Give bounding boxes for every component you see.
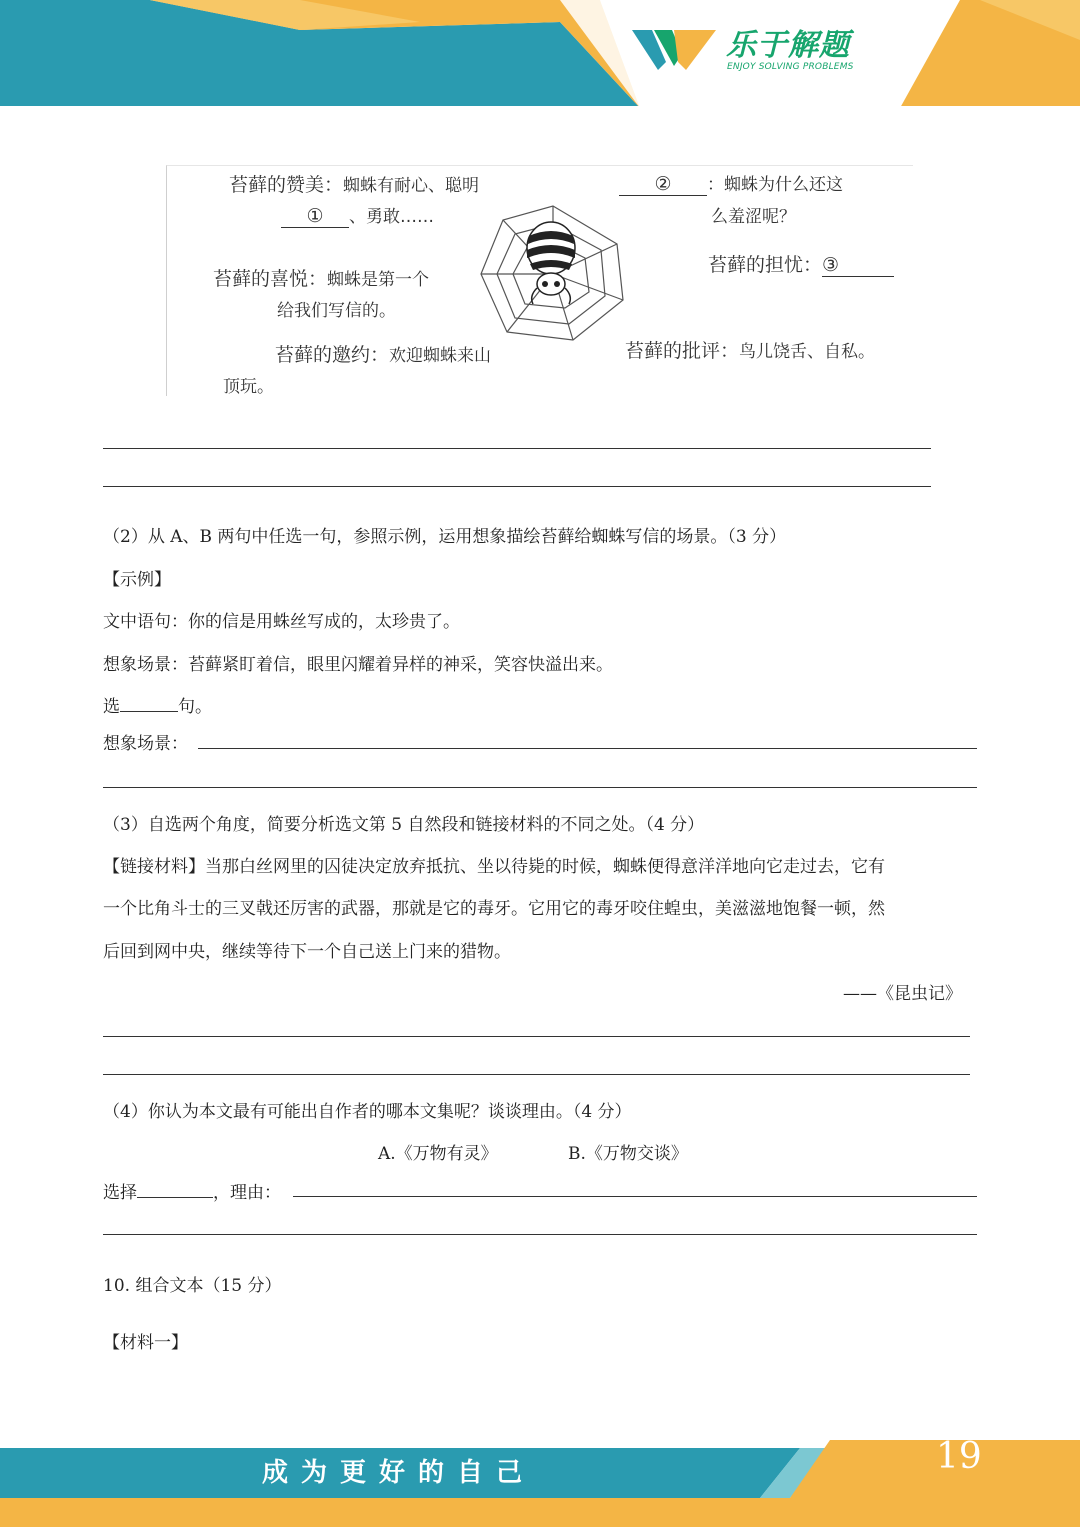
brand-name: 乐于解题: [726, 28, 850, 63]
question-text-2: 么羞涩呢？: [711, 207, 796, 227]
q2-choose-post: 句。: [178, 697, 212, 717]
q4-option-b: B.《万物交谈》: [568, 1144, 688, 1164]
q4-choose-row: [103, 1178, 281, 1203]
question-text: ：蜘蛛为什么还这: [707, 175, 843, 195]
joy-text-2: 给我们写信的。: [277, 301, 396, 321]
praise-row: [229, 170, 479, 197]
answer-line[interactable]: [103, 486, 931, 487]
page-header: [0, 0, 1080, 112]
footer-slogan: 成为更好的自己: [262, 1458, 536, 1488]
q3-answer-line[interactable]: [103, 1036, 970, 1037]
q3-answer-line[interactable]: [103, 1074, 970, 1075]
q2-imagine-label: 想象场景：: [103, 734, 188, 754]
critique-text: 鸟儿饶舌、自私。: [739, 342, 876, 362]
page-number: 19: [936, 1436, 982, 1477]
q4-choose-blank[interactable]: [137, 1180, 213, 1198]
spider-web-icon: [477, 204, 629, 344]
q2-example-scene: 想象场景：苔藓紧盯着信，眼里闪耀着异样的神采，笑容快溢出来。: [103, 655, 613, 675]
praise-text-2: 、勇敢……: [349, 207, 434, 227]
q2-answer-line[interactable]: [198, 748, 977, 749]
praise-text: 蜘蛛有耐心、聪明: [343, 176, 480, 196]
q10-title: 10. 组合文本（15 分）: [103, 1276, 282, 1296]
q3-source: ——《昆虫记》: [843, 984, 962, 1004]
invite-text: 欢迎蜘蛛来山: [389, 346, 492, 366]
spider-mind-map-figure: [166, 165, 913, 396]
blank-2: ②: [619, 173, 707, 196]
joy-text: 蜘蛛是第一个: [327, 270, 430, 290]
q2-answer-line[interactable]: [103, 787, 977, 788]
q2-choose-pre: 选: [103, 697, 120, 717]
worry-row: [708, 250, 894, 277]
blank-1: ①: [281, 205, 349, 228]
q4-choose-label: 选择: [103, 1183, 137, 1203]
brand-logo-block: [630, 22, 890, 82]
invite-row: [275, 340, 491, 367]
header-banner: [0, 0, 1080, 112]
invite-label: 苔藓的邀约：: [275, 344, 390, 366]
q4-answer-line[interactable]: [293, 1196, 977, 1197]
spider-icon: [527, 222, 575, 304]
brand-subtitle: ENJOY SOLVING PROBLEMS: [727, 62, 854, 72]
q4-option-a: A.《万物有灵》: [378, 1144, 498, 1164]
blank-3: ③: [822, 254, 894, 277]
q2-example-sentence: 文中语句：你的信是用蛛丝写成的，太珍贵了。: [103, 612, 460, 632]
joy-label: 苔藓的喜悦：: [213, 268, 328, 290]
critique-row: [625, 336, 875, 363]
q3-link-line-2: 一个比角斗士的三叉戟还厉害的武器，那就是它的毒牙。它用它的毒牙咬住蝗虫，美滋滋地饱餐一顿，然: [103, 899, 885, 919]
q2-choose-row: [103, 692, 212, 717]
praise-label: 苔藓的赞美：: [229, 174, 344, 196]
q3-prompt: （3）自选两个角度，简要分析选文第 5 自然段和链接材料的不同之处。（4 分）: [103, 815, 705, 835]
praise-row-2: [281, 202, 434, 228]
answer-line[interactable]: [103, 448, 931, 449]
q4-reason-label: ，理由：: [213, 1183, 281, 1203]
q10-material-label: 【材料一】: [103, 1333, 188, 1353]
q3-link-line-3: 后回到网中央，继续等待下一个自己送上门来的猎物。: [103, 942, 511, 962]
q2-example-label: 【示例】: [103, 570, 171, 590]
q2-choose-blank[interactable]: [120, 694, 178, 712]
brand-w-logo-icon: [630, 24, 718, 74]
worry-label: 苔藓的担忧：: [708, 254, 823, 276]
page-footer: [0, 1440, 1080, 1527]
critique-label: 苔藓的批评：: [625, 340, 740, 362]
footer-banner: [0, 1440, 1080, 1527]
invite-text-2: 顶玩。: [223, 377, 274, 397]
q2-prompt: （2）从 A、B 两句中任选一句，参照示例，运用想象描绘苔藓给蜘蛛写信的场景。（3 分）: [103, 527, 787, 547]
q4-answer-line[interactable]: [103, 1234, 977, 1235]
question-row: [619, 170, 843, 196]
q3-link-line-1: 【链接材料】当那白丝网里的囚徒决定放弃抵抗、坐以待毙的时候，蜘蛛便得意洋洋地向它走过去，它有: [103, 857, 885, 877]
q4-prompt: （4）你认为本文最有可能出自作者的哪本文集呢？谈谈理由。（4 分）: [103, 1102, 632, 1122]
joy-row: [213, 264, 429, 291]
